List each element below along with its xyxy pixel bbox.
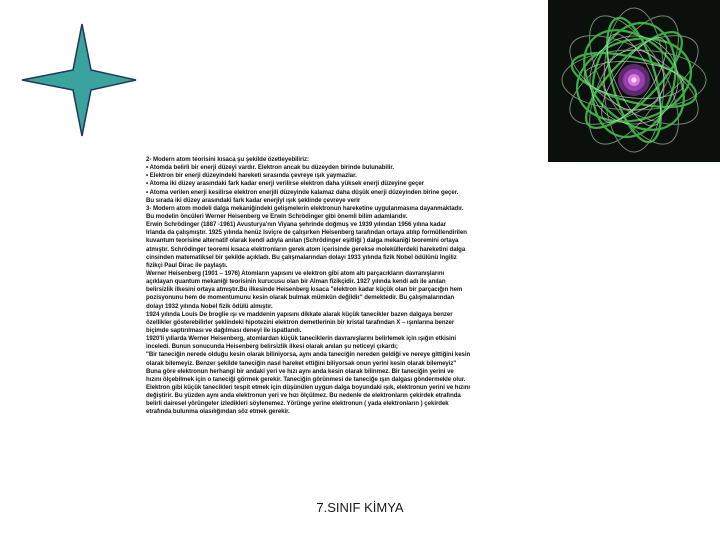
document-line: Werner Heisenberg (1901 – 1976) Atomların yapısını ve elektron gibi atom altı parçacıkların davranışlarını: [146, 269, 445, 277]
document-line: özellikler gösterebilirler şeklindeki hipotezini elektron demetlerinin bir kristal tarafından X – ışınlarına benzer: [146, 318, 455, 326]
document-line: • Atoma verilen enerji kesilirse elektron enerjili düzeyinde kalamaz daha düşük enerji düzeyinden birine geçer.: [146, 188, 459, 196]
document-line: 1920'li yıllarda Werner Heisenberg, atomlardan küçük taneciklerin davranışlarını belirlemek için ışığın etkisini: [146, 335, 457, 343]
document-line: kuvantum teorisine alternatif olarak kendi adıyla anılan (Schrödinger eşitliği ) dalga mekaniği teoremini ortaya: [146, 237, 459, 245]
slide-footer: 7.SINIF KİMYA: [316, 500, 404, 515]
document-line: 3- Modern atom modeli dalga mekaniğindeki gelişmelerin elektronun hareketine uygulanmasına dayanmaktadır.: [146, 204, 464, 212]
document-line: belirli dairesel yörüngeler izledikleri söylenemez. Yörünge yerine elektronun ( yada elektronların ) çekirdek: [146, 400, 449, 408]
document-line: • Atoma iki düzey arasındaki fark kadar enerji verilirse elektron daha yüksek enerji düzeyine geçer: [146, 180, 425, 188]
document-line: belirsizlik ilkesini ortaya atmıştır.Bu ilkesinde Heisenberg kısaca "elektron kadar küçük olan bir parçacığın hem: [146, 286, 463, 294]
document-line: • Elektron bir enerji düzeyindeki hareketi sırasında çevreye ışık yaymazlar.: [146, 172, 357, 180]
document-line: "Bir taneciğin nerede olduğu kesin olarak biliniyorsa, aynı anda taneciğin nereden geldiği ve nereye gittiğini kesin: [146, 351, 471, 359]
document-line: • Atomda belirli bir enerji düzeyi vardır. Elektron ancak bu düzeyden birinde bulunabilir.: [146, 164, 394, 172]
document-line: Buna göre elektronun herhangi bir andaki yeri ve hızı aynı anda kesin olarak bilinmez. Bir taneciğin yerini ve: [146, 367, 454, 375]
document-text: [146, 156, 578, 417]
document-line: 1924 yılında Louis De broglie ışı ve maddenin yapısını dikkate alarak küçük tanecikler bazen dalgaya benzer: [146, 310, 453, 318]
document-line: biçimde saptırılması ve dağılması deneyi ile ispatlandı.: [146, 326, 302, 334]
document-line: pozisyonunu hem de momentumunu kesin olarak bulmak mümkün değildir" demektedir. Bu çalışmalarından: [146, 294, 455, 302]
document-line: etrafında bulunma olasılığından söz etmek gerekir.: [146, 408, 290, 416]
document-line: Bu sırada iki düzey arasındaki fark kadar enerjiyi ışık şeklinde çevreye verir: [146, 196, 361, 204]
document-line: olarak bilemeyiz. Benzer şekilde taneciğin nasıl hareket ettiğini biliyorsak onun yerini kesin olarak bilemeyiz": [146, 359, 457, 367]
four-point-star-icon: [18, 22, 138, 138]
atom-orbit-illustration: [548, 0, 720, 162]
document-line: 2- Modern atom teorisini kısaca şu şekilde özetleyebiliriz:: [146, 156, 309, 163]
document-line: Bu modelin öncüleri Werner Heisenberg ve Erwin Schrödinger gibi önemli bilim adamlarıdır.: [146, 212, 408, 220]
atom-orbit-icon: [548, 0, 720, 162]
document-line: inceledi. Bunun sonucunda Heisenberg belirsizlik ilkesi olarak anılan şu neticeyi çıkardı;: [146, 343, 398, 351]
document-line: cinsinden matematiksel bir şekilde açıkladı. Bu çalışmalarından dolayı 1933 yılında fizik Nobel ödülünü İngiliz: [146, 253, 457, 261]
document-line: değiştirir. Bu yüzden aynı anda elektronun yeri ve hızı ölçülmez. Bu nedenle de elektronların çekirdek etrafında: [146, 392, 461, 400]
document-line: atmıştır. Schrödinger teoremi kısaca elektronların gerek atom içerisinde gerekse moleküllerdeki hareketini dalga: [146, 245, 466, 253]
document-line: hızını ölçebilmek için o taneciği görmek gerekir. Taneciğin görünmesi de taneciğe ışın dalgası göndermekle olur.: [146, 375, 466, 383]
document-line: İrlanda da çalışmıştır. 1925 yılında henüz İsviçre de çalışırken Heisenberg tarafından ortaya atılıp formüllendirilen: [146, 229, 467, 237]
document-line: dolayı 1932 yılında Nobel fizik ödülü almıştır.: [146, 302, 273, 310]
document-line: Erwin Schrödinger (1887 -1961) Avusturya'nın Viyana şehrinde doğmuş ve 1939 yılından 1956 yılına kadar: [146, 221, 446, 229]
document-line: Elektron gibi küçük tanecikleri tespit etmek için düşünülen uygun dalga boyundaki ışık, elektronun yerini ve hızını: [146, 383, 471, 391]
document-line: açıklayan quantum mekaniği teorisinin kurucusu olan bir Alman fizikçidir. 1927 yılında kendi adı ile anılan: [146, 278, 446, 286]
document-line: fizikçi Paul Dirac ile paylaştı.: [146, 261, 228, 269]
